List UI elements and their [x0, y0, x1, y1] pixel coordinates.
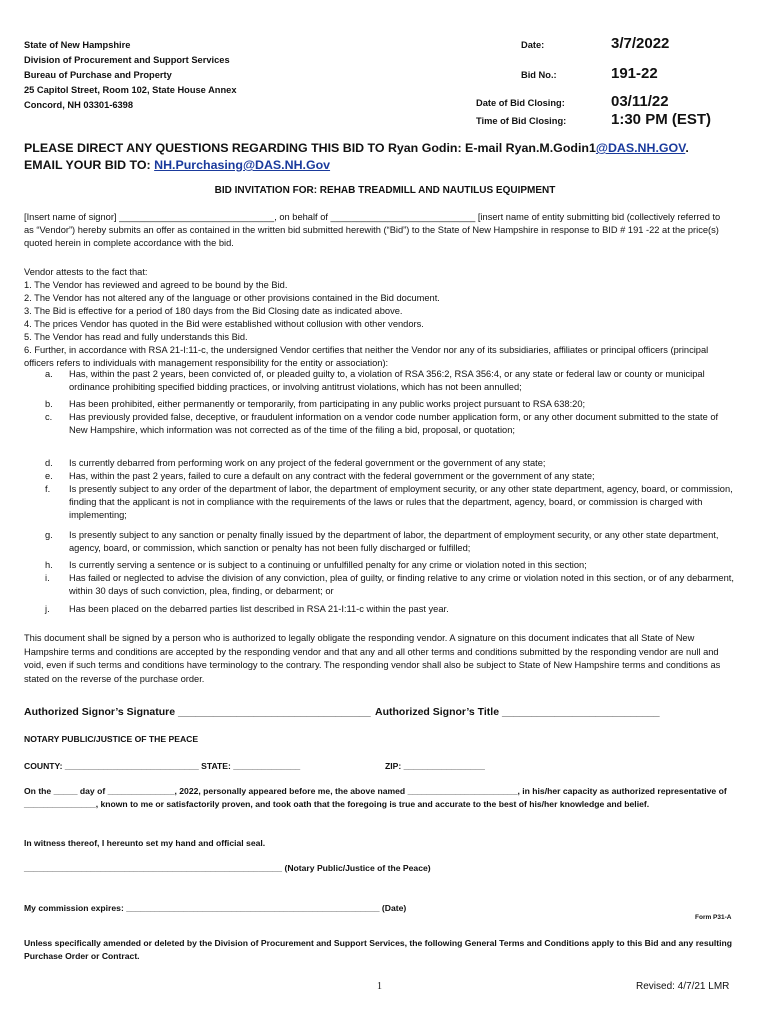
attest-item: 3. The Bid is effective for a period of 180 days from the Bid Closing date as indicated above.	[24, 306, 403, 316]
subitem-letter: h.	[45, 560, 53, 570]
attest-item: 1. The Vendor has reviewed and agreed to be bound by the Bid.	[24, 280, 288, 290]
zip-field[interactable]: ZIP: _________________	[385, 761, 485, 771]
revision-note: Revised: 4/7/21 LMR	[636, 981, 730, 992]
signor-title-field[interactable]: Authorized Signor’s Title ___________________________	[375, 706, 660, 718]
closing-date-label: Date of Bid Closing:	[476, 98, 565, 108]
commission-expires-field[interactable]: My commission expires: _____________________________________________________ (Date)	[24, 903, 407, 913]
signing-paragraph: This document shall be signed by a person who is authorized to legally obligate the responding vendor. A signature on this document indicates that all State of New Hampshire terms and conditions are accepted by the responding vendor and that any and all other terms and conditions submitted by the responding vendor are null and void, even if such terms and conditions have terminology to the contrary. The responding vendor shall also be subject to State of New Hampshire terms and conditions as stated on the reverse of the purchase order.	[24, 633, 721, 684]
county-state-field[interactable]: COUNTY: ____________________________ STATE: ______________	[24, 761, 301, 771]
subitem-letter: i.	[45, 573, 50, 583]
agency-division: Division of Procurement and Support Services	[24, 55, 230, 65]
subitem-text: Has been placed on the debarred parties list described in RSA 21-I:11-c within the past year.	[69, 604, 449, 614]
bid-no-value: 191-22	[611, 65, 658, 82]
agency-street: 25 Capitol Street, Room 102, State House Annex	[24, 85, 237, 95]
notary-public-signature-line[interactable]: ______________________________________________________ (Notary Public/Justice of the Peace)	[24, 863, 431, 873]
purchasing-email-link[interactable]: NH.Purchasing@DAS.NH.Gov	[154, 158, 331, 172]
closing-time-label: Time of Bid Closing:	[476, 116, 567, 126]
subitem-letter: d.	[45, 458, 53, 468]
closing-time-value: 1:30 PM (EST)	[611, 111, 712, 128]
subitem-letter: g.	[45, 530, 53, 540]
attest-item: 5. The Vendor has read and fully understands this Bid.	[24, 332, 248, 342]
questions-period: .	[685, 141, 689, 155]
email-bid-line	[24, 157, 330, 174]
attest-item-6: 6. Further, in accordance with RSA 21-I:11-c, the undersigned Vendor certifies that neither the Vendor nor any of its subsidiaries, affiliates or principal officers (principal officers refers to individuals with management responsibility for the entity or association):	[24, 345, 709, 368]
intro-paragraph: [Insert name of signor] ______________________________, on behalf of ____________________________ [insert name of entity submitting bid (collectively referred to as “Vendor”) hereby submits an offer as contained in the written bid submitted herewith (“Bid”) to the State of New Hampshire in response to BID # 191 -22 at the price(s) quoted herein in complete accordance with the bid.	[24, 212, 721, 248]
subitem-letter: e.	[45, 471, 53, 481]
subitem-text: Is presently subject to any order of the department of labor, the department of employment security, or any other state department, agency, board, or commission, finding that the applicant is not in compliance with the requirements of the laws or rules that the department, agency, board, or commission is charged with implementing;	[69, 484, 733, 520]
attests-heading: Vendor attests to the fact that:	[24, 267, 148, 277]
bid-invitation-title: BID INVITATION FOR: REHAB TREADMILL AND NAUTILUS EQUIPMENT	[214, 185, 556, 196]
agency-address-block	[24, 38, 237, 113]
page-number: 1	[377, 981, 382, 992]
subitem-letter: c.	[45, 412, 53, 422]
agency-city: Concord, NH 03301-6398	[24, 100, 134, 110]
questions-text: PLEASE DIRECT ANY QUESTIONS REGARDING THIS BID TO Ryan Godin: E-mail Ryan.M.Godin1	[24, 141, 596, 155]
date-label: Date:	[521, 40, 545, 50]
subitem-text: Has, within the past 2 years, been convicted of, or pleaded guilty to, a violation of RSA 356:2, RSA 356:4, or any state or federal law or county or municipal ordinance prohibiting specified bidding practices, or involving antitrust violations, which has not been annulled;	[69, 369, 705, 392]
form-number: Form P31-A	[695, 914, 732, 921]
subitem-text: Is currently debarred from performing work on any project of the federal government or the government of any state;	[69, 458, 546, 468]
subitem-letter: b.	[45, 399, 53, 409]
subitem-text: Is currently serving a sentence or is subject to a continuing or unfulfilled penalty for any crime or violation noted in this section;	[69, 560, 587, 570]
bid-no-label: Bid No.:	[521, 70, 557, 80]
email-bid-label: EMAIL YOUR BID TO:	[24, 158, 155, 172]
attest-item: 2. The Vendor has not altered any of the language or other provisions contained in the Bid document.	[24, 293, 440, 303]
date-value: 3/7/2022	[611, 35, 670, 52]
closing-date-value: 03/11/22	[611, 93, 669, 110]
subitem-letter: j.	[45, 604, 50, 614]
subitem-text: Is presently subject to any sanction or penalty finally issued by the department of labor, the department of employment security, or any other state department, agency, board, or commission, which sanction or penalty has not been fully discharged or fulfilled;	[69, 530, 719, 553]
notary-heading: NOTARY PUBLIC/JUSTICE OF THE PEACE	[24, 734, 199, 744]
attests-list	[24, 279, 440, 344]
questions-contact-line	[24, 140, 689, 157]
agency-state: State of New Hampshire	[24, 40, 131, 50]
subitem-letter: a.	[45, 369, 53, 379]
agency-bureau: Bureau of Purchase and Property	[24, 70, 172, 80]
subitem-text: Has, within the past 2 years, failed to cure a default on any contract with the federal government or the government of any state;	[69, 471, 595, 481]
signor-signature-field[interactable]: Authorized Signor’s Signature _________________________________	[24, 706, 371, 718]
attest-item: 4. The prices Vendor has quoted in the Bid were established without collusion with other vendors.	[24, 319, 424, 329]
general-terms-note: Unless specifically amended or deleted by the Division of Procurement and Support Services, the following General Terms and Conditions apply to this Bid and any resulting Purchase Order or Contract.	[24, 938, 733, 961]
subitem-text: Has failed or neglected to advise the division of any conviction, plea of guilty, or finding relative to any crime or violation noted in this section, or of any debarment, within 30 days of such conviction, plea, finding, or debarment; or	[69, 573, 734, 596]
witness-statement: In witness thereof, I hereunto set my hand and official seal.	[24, 838, 266, 848]
subitem-text: Has been prohibited, either permanently or temporarily, from participating in any public works project pursuant to RSA 638:20;	[69, 399, 586, 409]
subitem-text: Has previously provided false, deceptive, or fraudulent information on a vendor code number application form, or any other document submitted to the state of New Hampshire, which information was not corrected as of the time of the filing a bid, proposal, or quotation;	[69, 412, 719, 435]
subitem-letter: f.	[45, 484, 51, 494]
notary-oath-paragraph: On the _____ day of ______________, 2022, personally appeared before me, the above named _______________________, in his/her capacity as authorized representative of _______________, known to me or satisfactorily proven, and took oath that the foregoing is true and accurate to the best of his/her knowledge and belief.	[24, 786, 727, 809]
contact-email-link[interactable]: @DAS.NH.GOV	[595, 141, 686, 155]
